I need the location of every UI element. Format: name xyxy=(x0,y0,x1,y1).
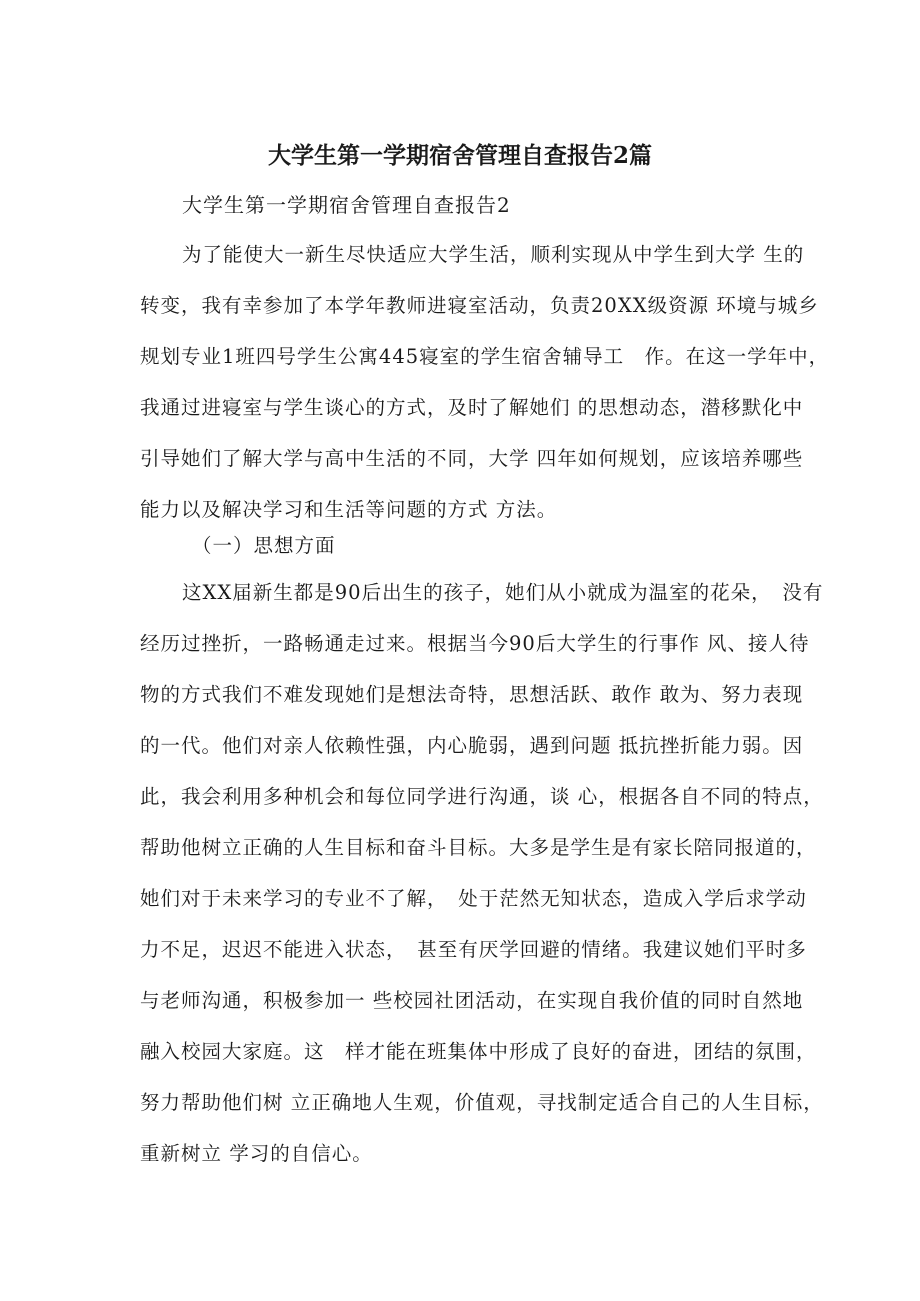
document-subtitle: 大学生第一学期宿舍管理自查报告2 xyxy=(182,193,511,217)
paragraph-line: 帮助他树立正确的人生目标和奋斗目标。大多是学生是有家长陪同报道的， xyxy=(140,836,817,859)
paragraph-line: 此，我会利用多种机会和每位同学进行沟通，谈 心，根据各自不同的特点， xyxy=(140,785,824,808)
paragraph-line: 为了能使大一新生尽快适应大学生活，顺利实现从中学生到大学 生的 xyxy=(182,243,805,266)
paragraph-line: 我通过进寝室与学生谈心的方式，及时了解她们 的思想动态，潜移默化中 xyxy=(140,396,804,419)
paragraph-line: 融入校园大家庭。这 样才能在班集体中形成了良好的奋进，团结的氛围， xyxy=(140,1040,817,1063)
paragraph-line: 这XX届新生都是90后出生的孩子，她们从小就成为温室的花朵， 没有 xyxy=(182,581,824,604)
paragraph-line: 力不足，迟迟不能进入状态， 甚至有厌学回避的情绪。我建议她们平时多 xyxy=(140,938,807,961)
paragraph-line: 经历过挫折，一路畅通走过来。根据当今90后大学生的行事作 风、接人待 xyxy=(140,632,810,655)
paragraph-line: 与老师沟通，积极参加一 些校园社团活动，在实现自我价值的同时自然地 xyxy=(140,989,804,1012)
paragraph-line: 努力帮助他们树 立正确地人生观，价值观，寻找制定适合自己的人生目标， xyxy=(140,1091,824,1114)
paragraph-line: 转变，我有幸参加了本学年教师进寝室活动，负责20XX级资源 环境与城乡 xyxy=(140,294,819,317)
paragraph-line: 规划专业1班四号学生公寓445寝室的学生宿舍辅导工 作。在这一学年中， xyxy=(140,345,830,368)
paragraph-line: 她们对于未来学习的专业不了解， 处于茫然无知状态，造成入学后求学动 xyxy=(140,887,807,910)
paragraph-line: 引导她们了解大学与高中生活的不同，大学 四年如何规划，应该培养哪些 xyxy=(140,447,804,470)
section-heading-ideology: （一）思想方面 xyxy=(192,534,336,557)
paragraph-intro xyxy=(140,229,830,535)
paragraph-line: 的一代。他们对亲人依赖性强，内心脆弱，遇到问题 抵抗挫折能力弱。因 xyxy=(140,734,804,757)
paragraph-line: 能力以及解决学习和生活等问题的方式 方法。 xyxy=(140,498,558,521)
document-title: 大学生第一学期宿舍管理自查报告2篇 xyxy=(267,142,652,169)
paragraph-line: 重新树立 学习的自信心。 xyxy=(140,1142,373,1165)
paragraph-ideology xyxy=(140,567,824,1179)
paragraph-line: 物的方式我们不难发现她们是想法奇特，思想活跃、敢作 敢为、努力表现 xyxy=(140,683,804,706)
